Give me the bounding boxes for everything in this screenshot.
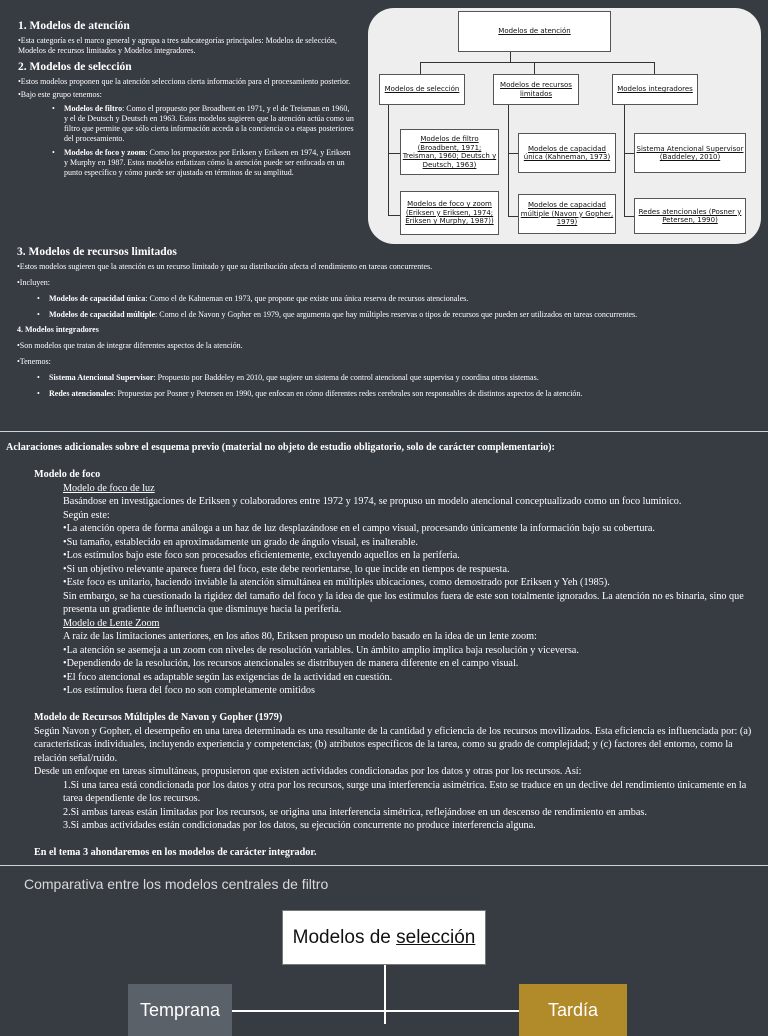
navon-list-item: 3.Si ambas actividades están condicionadas por los datos, su ejecución concurrente no produce interferencia alguna. — [63, 820, 536, 831]
closing-note: En el tema 3 ahondaremos en los modelos de carácter integrador. — [34, 847, 317, 858]
seleccion-lead: •Bajo este grupo tenemos: — [18, 90, 102, 99]
modelo-foco-title: Modelo de foco — [34, 469, 101, 480]
connector-line — [384, 965, 386, 1024]
foco-luz-line: •Su tamaño, establecido en aproximadamente un grado de ángulo visual, es inalterable. — [63, 536, 418, 548]
diagram-node-root: Modelos de atención — [458, 11, 611, 52]
navon-list-item: 1.Si una tarea está condicionada por los datos y otra por los recursos, surge una interferencia asimétrica. Esto se traduce en un declive del rendimiento únicamente en la tarea dependiente de los recursos. — [63, 779, 747, 804]
aclaraciones-body — [34, 468, 750, 698]
diagram-node-integradores: Modelos integradores — [612, 74, 698, 105]
modelos-seleccion-box: Modelos de selección — [282, 910, 486, 965]
lente-zoom-title: Modelo de Lente Zoom — [63, 617, 160, 629]
aclaraciones-heading: Aclaraciones adicionales sobre el esquema previo (material no objeto de estudio obligatorio, solo de carácter complementario): — [6, 442, 555, 453]
diagram-node-sas: Sistema Atencional Supervisor (Baddeley, 2010) — [634, 133, 746, 173]
diagram-node-capacidad-unica: Modelos de capacidad única (Kahneman, 1973) — [518, 133, 616, 173]
heading-modelos-seleccion: 2. Modelos de selección — [18, 61, 132, 73]
diagram-node-foco-zoom: Modelos de foco y zoom (Eriksen y Eriksen, 1974; Eriksen y Murphy, 1987)) — [400, 191, 499, 235]
list-item: • Modelos de capacidad múltiple: Como el de Navon y Gopher en 1979, que argumenta que hay múltiples reservas o tipos de recursos que pueden ser utilizados en tareas concurrentes. — [37, 310, 717, 320]
diagram-node-redes: Redes atencionales (Posner y Petersen, 1990) — [634, 198, 746, 234]
section-divider — [0, 865, 768, 866]
foco-luz-line: Basándose en investigaciones de Eriksen y colaboradores entre 1972 y 1974, se propuso un modelo atencional conceptualizado como un foco lumínico. — [63, 496, 682, 507]
navon-title: Modelo de Recursos Múltiples de Navon y Gopher (1979) — [34, 712, 283, 723]
tardia-box: Tardía — [519, 984, 627, 1036]
list-item: • Redes atencionales: Propuestas por Posner y Petersen en 1990, que enfocan en cómo diferentes redes cerebrales son responsables de distintos aspectos de la atención. — [37, 389, 737, 399]
temprana-box: Temprana — [128, 984, 232, 1036]
foco-luz-line: •Los estímulos bajo este foco son procesados eficientemente, excluyendo aquellos en la periferia. — [63, 550, 460, 561]
navon-paragraph-2: Desde un enfoque en tareas simultáneas, propusieron que existen actividades condicionadas por los datos y otras por los recursos. Así: — [34, 766, 582, 777]
zoom-line: •El foco atencional es adaptable según las exigencias de la actividad en cuestión. — [63, 671, 393, 683]
zoom-line: •Los estímulos fuera del foco no son completamente omitidos — [63, 685, 315, 696]
heading-integradores: 4. Modelos integradores — [17, 325, 99, 334]
heading-recursos-limitados: 3. Modelos de recursos limitados — [17, 246, 177, 258]
recursos-list — [37, 294, 717, 320]
diagram-node-filtro: Modelos de filtro (Broadbent, 1971; Treisman, 1960; Deutsch y Deutsch, 1963) — [400, 129, 499, 175]
diagram-node-capacidad-multiple: Modelos de capacidad múltiple (Navon y Gopher, 1979) — [518, 194, 616, 234]
section-divider — [0, 431, 768, 432]
foco-luz-title: Modelo de foco de luz — [63, 482, 155, 494]
list-item: • Modelos de filtro: Como el propuesto por Broadbent en 1971, y el de Treisman en 1960, y el de Deutsch y Deutsch en 1963. Estos modelos sugieren que la atención actúa como un filtro que permite que sólo cierta información acceda a la conciencia o a etapas posteriores del procesamiento. — [52, 104, 354, 144]
zoom-line: •Dependiendo de la resolución, los recursos atencionales se distribuyen de manera diferente en el campo visual. — [63, 658, 519, 669]
navon-section — [34, 711, 754, 833]
list-item: • Modelos de capacidad única: Como el de Kahneman en 1973, que propone que existe una única reserva de recursos atencionales. — [37, 294, 717, 304]
connector-line — [232, 1010, 520, 1012]
integradores-paragraph: •Son modelos que tratan de integrar diferentes aspectos de la atención. — [17, 341, 243, 350]
recursos-section — [17, 246, 757, 399]
foco-luz-line: Según este: — [63, 509, 110, 521]
seleccion-list — [52, 104, 354, 178]
diagram-node-seleccion: Modelos de selección — [379, 74, 465, 105]
list-item: • Modelos de foco y zoom: Como los propuestos por Eriksen y Eriksen en 1974, y Eriksen y Murphy en 1987. Estos modelos enfatizan cómo la atención puede ser enfocada en un punto específico y cómo puede ser ajustada en términos de su amplitud. — [52, 148, 354, 178]
navon-paragraph: Según Navon y Gopher, el desempeño en una tarea determinada es una resultante de la cantidad y eficiencia de los recursos movilizados. Esta eficiencia es influenciada por: (a) características individuales, incluyendo experiencia y competencias; (b) atributos específicos de la tarea, como su grado de complejidad; y (c) factores del entorno, como la relación señal/ruido. — [34, 725, 752, 764]
intro-section — [18, 20, 358, 178]
diagram-node-recursos: Modelos de recursos limitados — [493, 74, 579, 105]
recursos-paragraph: •Estos modelos sugieren que la atención es un recurso limitado y que su distribución afecta el rendimiento en tareas concurrentes. — [17, 262, 433, 271]
list-item: • Sistema Atencional Supervisor: Propuesto por Baddeley en 2010, que sugiere un sistema de control atencional que supervisa y coordina otros sistemas. — [37, 373, 737, 383]
zoom-line: A raíz de las limitaciones anteriores, en los años 80, Eriksen propuso un modelo basado en la idea de un lente zoom: — [63, 631, 537, 642]
comparativa-title: Comparativa entre los modelos centrales de filtro — [24, 876, 329, 892]
heading-modelos-atencion: 1. Modelos de atención — [18, 20, 130, 32]
foco-luz-line: •Si un objetivo relevante aparece fuera del foco, este debe reorientarse, lo que incide en tiempos de respuesta. — [63, 563, 510, 575]
foco-luz-line: Sin embargo, se ha cuestionado la rigidez del tamaño del foco y la idea de que los estímulos fuera de este son totalmente ignorados. La atención no es binaria, sino que presenta un gradiente de influencia que disminuye hacia la periferia. — [63, 590, 744, 615]
foco-luz-line: •Este foco es unitario, haciendo inviable la atención simultánea en múltiples ubicaciones, como demostrado por Eriksen y Yeh (1985). — [63, 577, 610, 588]
integradores-list — [37, 373, 737, 399]
navon-list-item: 2.Si ambas tareas están limitadas por los recursos, se origina una interferencia simétrica, reflejándose en un descenso de rendimiento en ambas. — [63, 806, 647, 818]
foco-luz-line: •La atención opera de forma análoga a un haz de luz desplazándose en el campo visual, procesando únicamente la información bajo su cobertura. — [63, 523, 655, 534]
seleccion-paragraph: •Estos modelos proponen que la atención selecciona cierta información para el procesamiento posterior. — [18, 77, 351, 86]
intro-paragraph: •Esta categoría es el marco general y agrupa a tres subcategorías principales: Modelos de selección, Modelos de recursos limitados y Modelos integradores. — [18, 36, 337, 55]
integradores-lead: •Tenemos: — [17, 357, 51, 366]
attention-models-diagram — [368, 8, 761, 244]
zoom-line: •La atención se asemeja a un zoom con niveles de resolución variables. Un ámbito amplio implica baja resolución y viceversa. — [63, 644, 579, 656]
recursos-lead: •Incluyen: — [17, 278, 51, 287]
